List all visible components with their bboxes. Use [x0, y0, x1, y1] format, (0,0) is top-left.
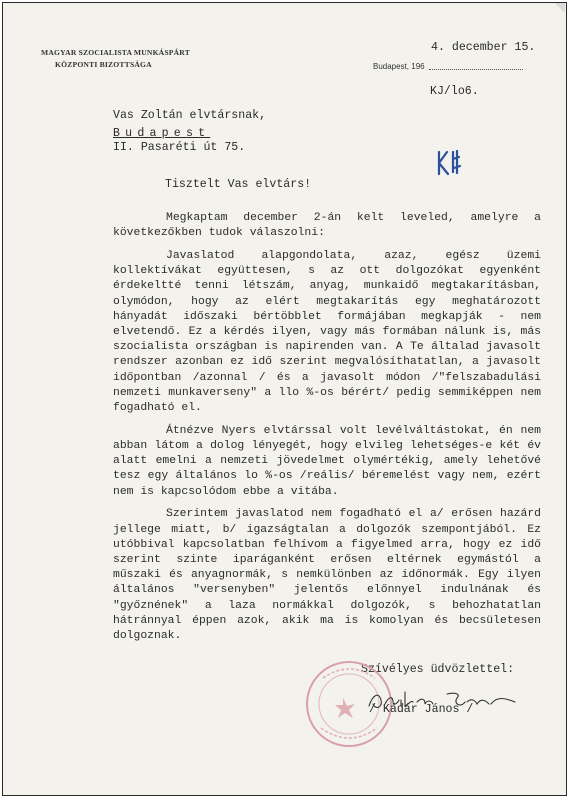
body-paragraph: Megkaptam december 2-án kelt leveled, amelyre a következőkben tudok válaszolni: — [113, 212, 541, 240]
body-paragraph: Szerintem javaslatod nem fogadható el a/ erősen hazárd jellege miatt, b/ igazságtalan a dolgozók szempontjából. Ez utóbbival kapcsolatban felhívom a figyelmed arra, hogy ez idő szerint szinte iparáganként erősen eltérnek egymástól a műszaki és anyagnormák, s nemkülönben az időnormák. Egy ilyen általános "versenyben" jelentős előnnyel indulnának és "győznének" a laza normákkal dolgozók, s behozhatatlan hátránnyal éppen azok, akik ma is komolyan és becsületesen dolgoznak. — [113, 508, 541, 643]
date-dotted-line — [429, 69, 523, 70]
letter-date: 4. december 15. — [431, 41, 536, 54]
body-paragraph: Átnézve Nyers elvtárssal volt levélváltástokat, én nem abban látom a dolog lényegét, hogy elvileg lehetséges-e két év alatt emelni a nemzeti jövedelmet olymértékig, amely lehetővé tesz egy általános lo %-os /reális/ béremelést vagy nem, ezért nem is kapcsolódom ebbe a vitába. — [113, 424, 541, 498]
recipient-city: Budapest — [113, 127, 211, 140]
recipient-address: II. Pasaréti út 75. — [113, 141, 246, 154]
blue-monogram — [431, 146, 471, 178]
recipient-name: Vas Zoltán elvtársnak, — [113, 109, 267, 122]
body-paragraph: Javaslatod alapgondolata, azaz, egész üzemi kollektívákat együttesen, s az ott dolgozókat egyenként érdekeltté tenni létszám, anyag, munkaidő megtakarításban, olymódon, hogy az elért megtakarítás egy meghatározott hányadát időszaki bértöbblet formájában megkapják - nem elvetendő. Ez a kérdés ilyen, vagy más formában nálunk is, más szocialista országban is napirenden van. A Te általad javasolt rendszer azonban ez idő szerint megvalósíthatatlan, a javasolt időpontban /azonnal / és a javasolt módon /"felszabadulási nemzeti munkaverseny" a llo %-os bérért/ pedig semmiképpen nem fogadható el. — [113, 250, 541, 415]
letterhead-committee: KÖZPONTI BIZOTTSÁGA — [55, 60, 152, 69]
letterhead-party-name: MAGYAR SZOCIALISTA MUNKÁSPÁRT — [41, 48, 190, 57]
closing: Szívélyes üdvözlettel: — [361, 663, 515, 676]
salutation: Tisztelt Vas elvtárs! — [165, 178, 312, 191]
reference-number: KJ/lo6. — [430, 85, 479, 98]
printed-place-date: Budapest, 196 — [373, 62, 425, 71]
letter-body — [113, 211, 541, 652]
corner-fold — [555, 3, 565, 13]
letter-sheet — [2, 2, 567, 796]
signatory-name: / Kádár János / — [369, 703, 474, 716]
